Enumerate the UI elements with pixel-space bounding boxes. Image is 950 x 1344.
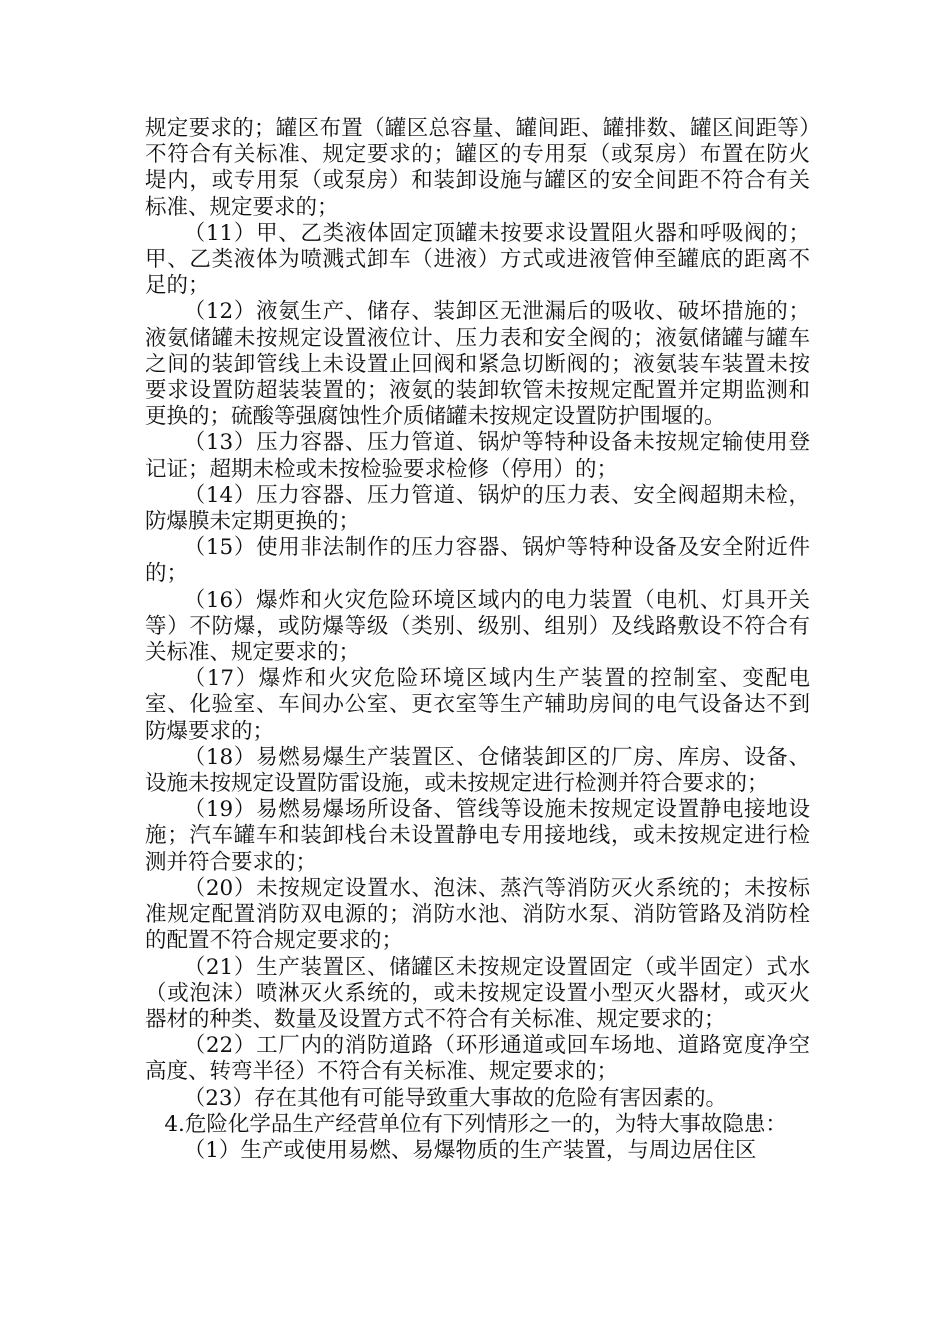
paragraph-item-23: （23）存在其他有可能导致重大事故的危险有害因素的。 xyxy=(183,1085,728,1111)
paragraph-item-17: （17）爆炸和火灾危险环境区域内生产装置的控制室、变配电室、化验室、车间办公室、更衣室等生产辅助房间的电气设备达不到防爆要求的； xyxy=(145,666,810,744)
paragraph-item-14: （14）压力容器、压力管道、锅炉的压力表、安全阀超期未检，防爆膜未定期更换的； xyxy=(145,482,810,535)
paragraph-item-20: （20）未按规定设置水、泡沫、蒸汽等消防灭火系统的；未按标准规定配置消防双电源的；消防水池、消防水泵、消防管路及消防栓的配置不符合规定要求的； xyxy=(145,875,810,954)
paragraph-item-21: （21）生产装置区、储罐区未按规定设置固定（或半固定）式水（或泡沫）喷淋灭火系统的，或未按规定设置小型灭火器材，或灭火器材的种类、数量及设置方式不符合有关标准、规定要求的； xyxy=(145,954,810,1032)
paragraph-continuation: 规定要求的；罐区布置（罐区总容量、罐间距、罐排数、罐区间距等）不符合有关标准、规定要求的；罐区的专用泵（或泵房）布置在防火堤内，或专用泵（或泵房）和装卸设施与罐区的安全间距不符合有关标准、规定要求的； xyxy=(145,116,810,220)
paragraph-item-12: （12）液氨生产、储存、装卸区无泄漏后的吸收、破坏措施的；液氨储罐未按规定设置液位计、压力表和安全阀的；液氨储罐与罐车之间的装卸管线上未设置止回阀和紧急切断阀的；液氨装车装置未按要求设置防超装装置的；液氨的装卸软管未按规定配置并定期监测和更换的；硫酸等强腐蚀性介质储罐未按规定设置防护围堰的。 xyxy=(145,299,810,430)
paragraph-item-15: （15）使用非法制作的压力容器、锅炉等特种设备及安全附近件的； xyxy=(145,535,810,587)
paragraph-item-19: （19）易燃易爆场所设备、管线等设施未按规定设置静电接地设施；汽车罐车和装卸栈台未设置静电专用接地线，或未按规定进行检测并符合要求的； xyxy=(145,797,810,875)
paragraph-item-13: （13）压力容器、压力管道、锅炉等特种设备未按规定输使用登记证；超期未检或未按检验要求检修（停用）的； xyxy=(145,430,810,482)
paragraph-item-11: （11）甲、乙类液体固定顶罐未按要求设置阻火器和呼吸阀的；甲、乙类液体为喷溅式卸车（进液）方式或进液管伸至罐底的距离不足的； xyxy=(145,220,810,299)
document-page xyxy=(145,116,810,1164)
section-heading-4: 4.危险化学品生产经营单位有下列情形之一的，为特大事故隐患： xyxy=(164,1111,787,1137)
paragraph-item-16: （16）爆炸和火灾危险环境区域内的电力装置（电机、灯具开关等）不防爆，或防爆等级（类别、级别、组别）及线路敷设不符合有关标准、规定要求的； xyxy=(145,587,810,666)
paragraph-item-18: （18）易燃易爆生产装置区、仓储装卸区的厂房、库房、设备、设施未按规定设置防雷设施，或未按规定进行检测并符合要求的； xyxy=(145,744,810,797)
paragraph-item-22: （22）工厂内的消防道路（环形通道或回车场地、道路宽度净空高度、转弯半径）不符合有关标准、规定要求的； xyxy=(145,1033,810,1085)
paragraph-item-1: （1）生产或使用易燃、易爆物质的生产装置，与周边居住区 xyxy=(183,1137,757,1163)
